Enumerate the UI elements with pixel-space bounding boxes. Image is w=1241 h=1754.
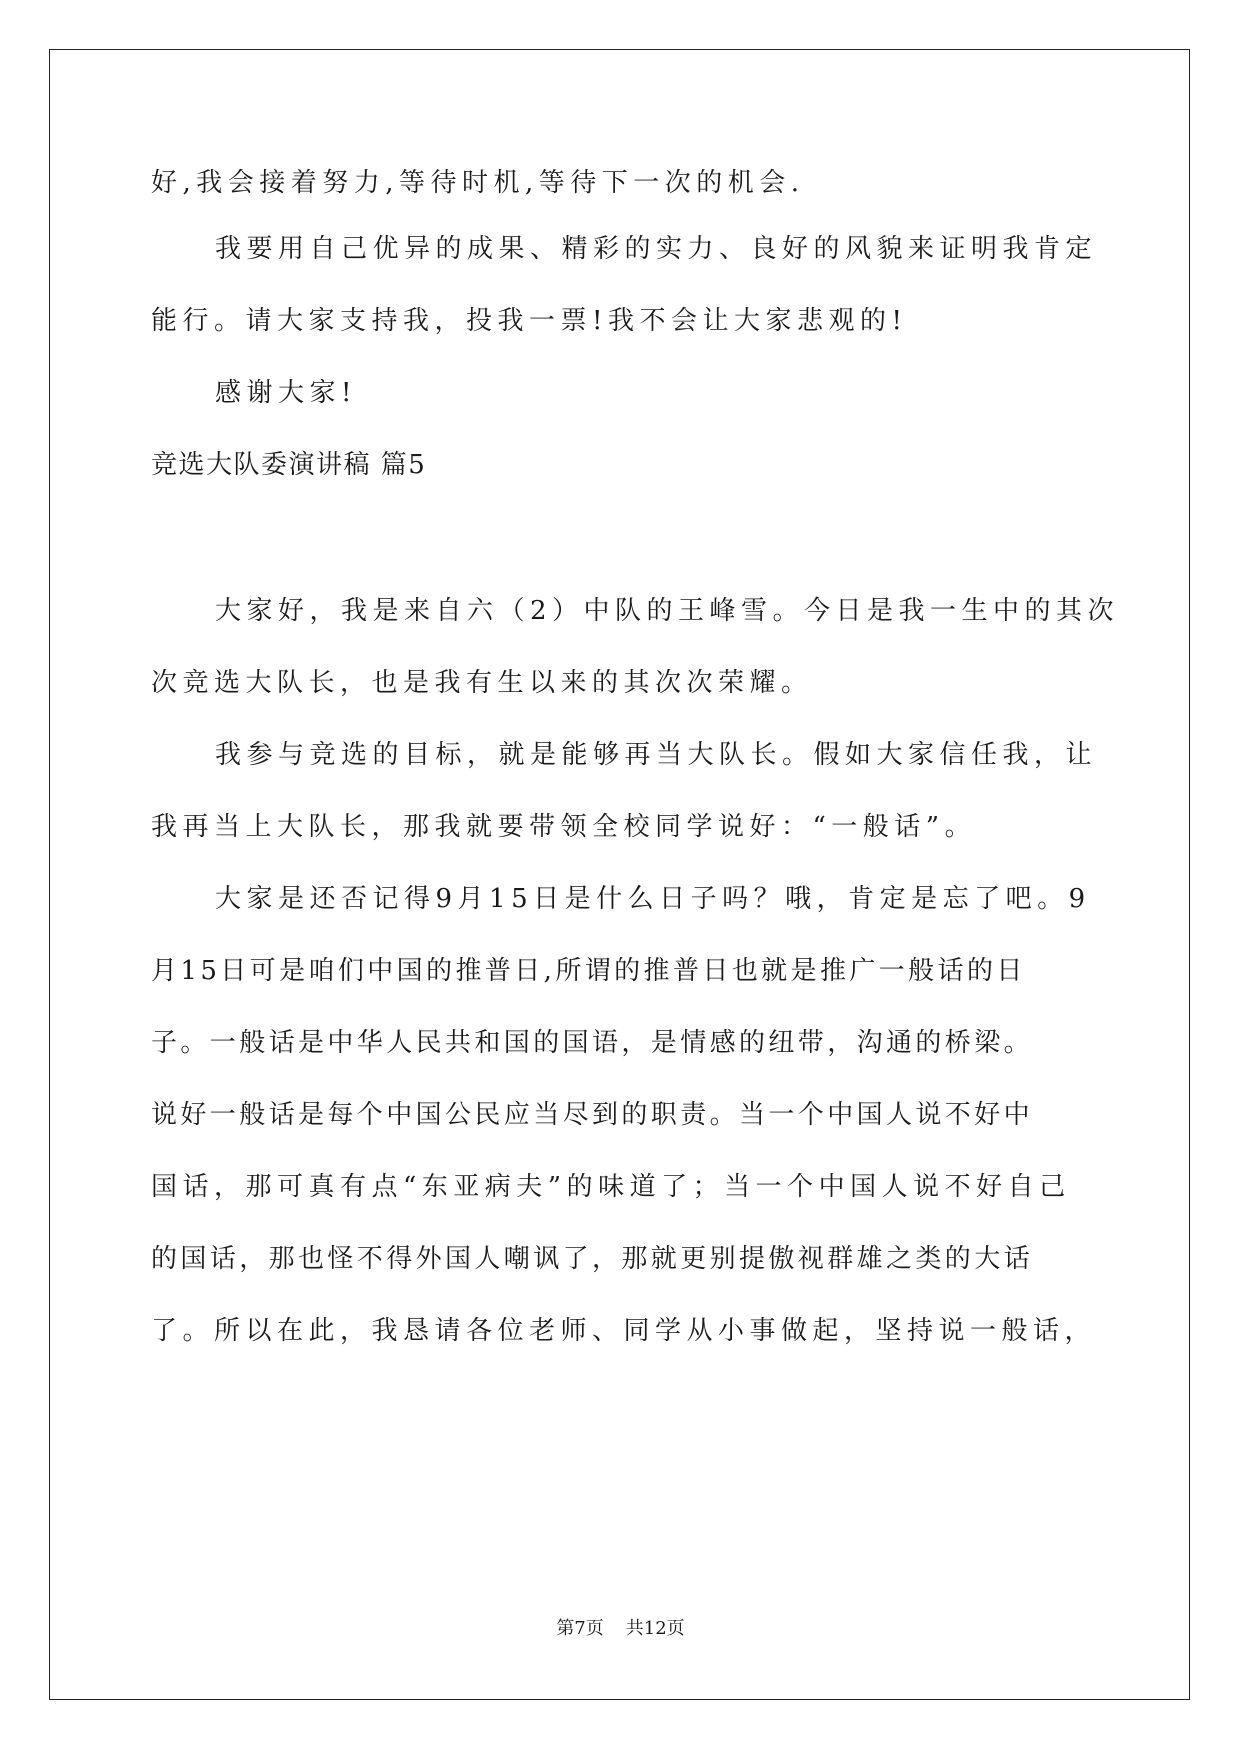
page-number: 第7页 — [556, 1618, 604, 1639]
text-line: 好,我会接着努力,等待时机,等待下一次的机会. — [151, 168, 805, 198]
text-line: 国话，那可真有点“东亚病夫”的味道了；当一个中国人说不好自己 — [151, 1172, 1071, 1202]
text-line: 我要用自己优异的成果、精彩的实力、良好的风貌来证明我肯定 — [215, 234, 1098, 264]
text-line: 的国话，那也怪不得外国人嘲讽了，那就更别提傲视群雄之类的大话 — [151, 1244, 1034, 1274]
text-line: 了。所以在此，我恳请各位老师、同学从小事做起，坚持说一般话， — [151, 1316, 1097, 1346]
text-line: 月15日可是咱们中国的推普日,所谓的推普日也就是推广一般话的日 — [151, 956, 1026, 986]
text-line: 大家是还否记得9月15日是什么日子吗？哦，肯定是忘了吧。9 — [215, 884, 1091, 914]
text-line: 我再当上大队长，那我就要带领全校同学说好：“一般话”。 — [151, 812, 977, 842]
page-total: 共12页 — [625, 1618, 685, 1639]
text-line: 我参与竞选的目标，就是能够再当大队长。假如大家信任我，让 — [215, 740, 1098, 770]
text-line: 子。一般话是中华人民共和国的国语，是情感的纽带，沟通的桥梁。 — [151, 1028, 1034, 1058]
text-line: 次竞选大队长，也是我有生以来的其次次荣耀。 — [151, 668, 813, 698]
page-footer — [0, 1618, 1241, 1640]
text-line: 能行。请大家支持我，投我一票!我不会让大家悲观的! — [151, 306, 908, 336]
page-border — [49, 49, 1190, 1700]
text-line: 感谢大家! — [215, 378, 357, 408]
text-line: 说好一般话是每个中国公民应当尽到的职责。当一个中国人说不好中 — [151, 1100, 1034, 1130]
section-heading: 竞选大队委演讲稿 篇5 — [151, 450, 427, 480]
text-line: 大家好，我是来自六（2）中队的王峰雪。今日是我一生中的其次 — [215, 596, 1120, 626]
